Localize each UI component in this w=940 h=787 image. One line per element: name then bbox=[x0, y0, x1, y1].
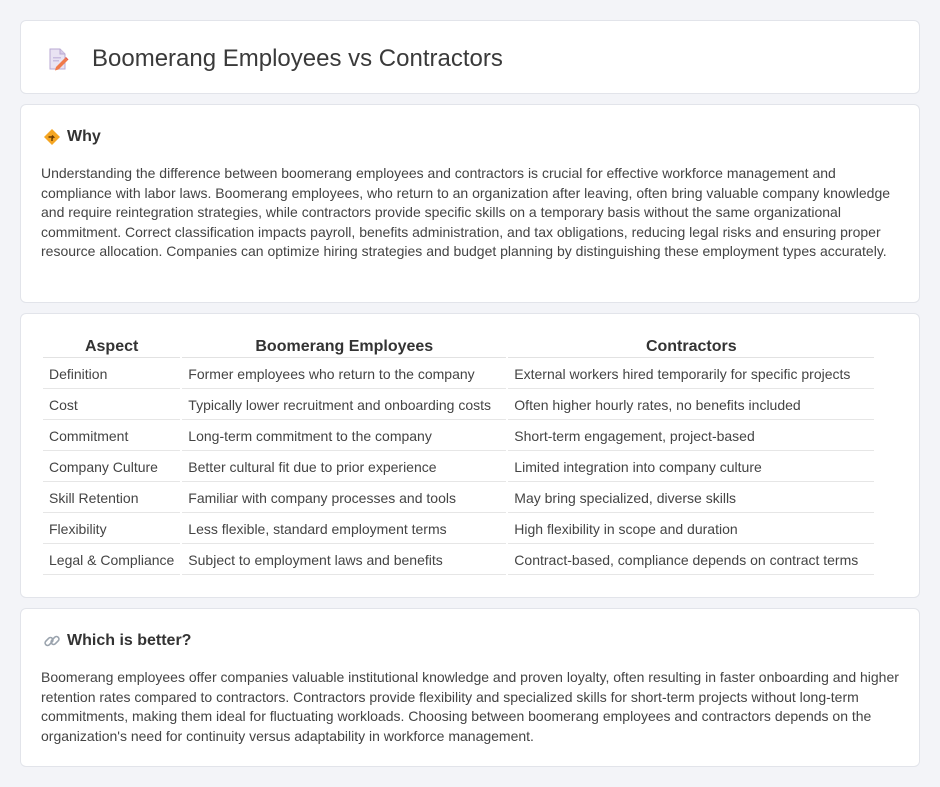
table-cell: Familiar with company processes and tools bbox=[182, 484, 506, 513]
table-row bbox=[43, 453, 874, 482]
why-text: Understanding the difference between boomerang employees and contractors is crucial for effective workforce management and compliance with labor laws. Boomerang employees, who return to an organization after leaving, often bring valuable company knowledge and require reintegration strategies, while contractors provide specific skills on a temporary basis without the same organizational commitment. Correct classification impacts payroll, benefits administration, and tax obligations, reducing legal risks and ensuring proper resource allocation. Companies can optimize hiring strategies and budget planning by distinguishing these employment types accurately. bbox=[41, 165, 891, 259]
link-icon bbox=[43, 632, 61, 650]
table-cell: Cost bbox=[43, 391, 180, 420]
better-heading-row bbox=[43, 631, 191, 651]
table-cell: Legal & Compliance bbox=[43, 546, 180, 575]
table-cell: Skill Retention bbox=[43, 484, 180, 513]
better-text: Boomerang employees offer companies valuable institutional knowledge and proven loyalty, often resulting in faster onboarding and higher retention rates compared to contractors. Contractors provide flexibility and specialized skills for short-term projects without long-term commitments, making them ideal for fluctuating workloads. Choosing between boomerang employees and contractors depends on the organization's need for continuity versus adaptability in workforce management. bbox=[41, 669, 899, 744]
diamond-warning-icon bbox=[43, 128, 61, 146]
why-section bbox=[20, 104, 920, 303]
table-cell: May bring specialized, diverse skills bbox=[508, 484, 874, 513]
table-row bbox=[43, 546, 874, 575]
table-cell: Often higher hourly rates, no benefits included bbox=[508, 391, 874, 420]
table-cell: Short-term engagement, project-based bbox=[508, 422, 874, 451]
comparison-table bbox=[41, 334, 876, 577]
why-heading: Why bbox=[67, 128, 101, 145]
table-cell: Better cultural fit due to prior experience bbox=[182, 453, 506, 482]
which-better-section bbox=[20, 608, 920, 767]
table-cell: Definition bbox=[43, 360, 180, 389]
table-cell: Subject to employment laws and benefits bbox=[182, 546, 506, 575]
table-cell: Long-term commitment to the company bbox=[182, 422, 506, 451]
table-cell: External workers hired temporarily for specific projects bbox=[508, 360, 874, 389]
table-cell: Flexibility bbox=[43, 515, 180, 544]
comparison-section bbox=[20, 313, 920, 598]
header-boomerang: Boomerang Employees bbox=[182, 336, 506, 358]
table-row bbox=[43, 515, 874, 544]
table-cell: Company Culture bbox=[43, 453, 180, 482]
table-cell: High flexibility in scope and duration bbox=[508, 515, 874, 544]
table-row bbox=[43, 360, 874, 389]
table-row bbox=[43, 422, 874, 451]
why-heading-row bbox=[43, 127, 101, 147]
header-contractors: Contractors bbox=[508, 336, 874, 358]
better-heading: Which is better? bbox=[67, 632, 192, 649]
table-cell: Typically lower recruitment and onboarding costs bbox=[182, 391, 506, 420]
table-cell: Limited integration into company culture bbox=[508, 453, 874, 482]
table-header-row bbox=[43, 336, 874, 358]
header-card bbox=[20, 20, 920, 94]
table-cell: Contract-based, compliance depends on contract terms bbox=[508, 546, 874, 575]
table-row bbox=[43, 484, 874, 513]
page-title: Boomerang Employees vs Contractors bbox=[92, 45, 503, 72]
table-cell: Less flexible, standard employment terms bbox=[182, 515, 506, 544]
header-aspect: Aspect bbox=[43, 336, 180, 358]
table-row bbox=[43, 391, 874, 420]
document-pencil-icon bbox=[47, 47, 69, 71]
table-cell: Commitment bbox=[43, 422, 180, 451]
table-cell: Former employees who return to the company bbox=[182, 360, 506, 389]
